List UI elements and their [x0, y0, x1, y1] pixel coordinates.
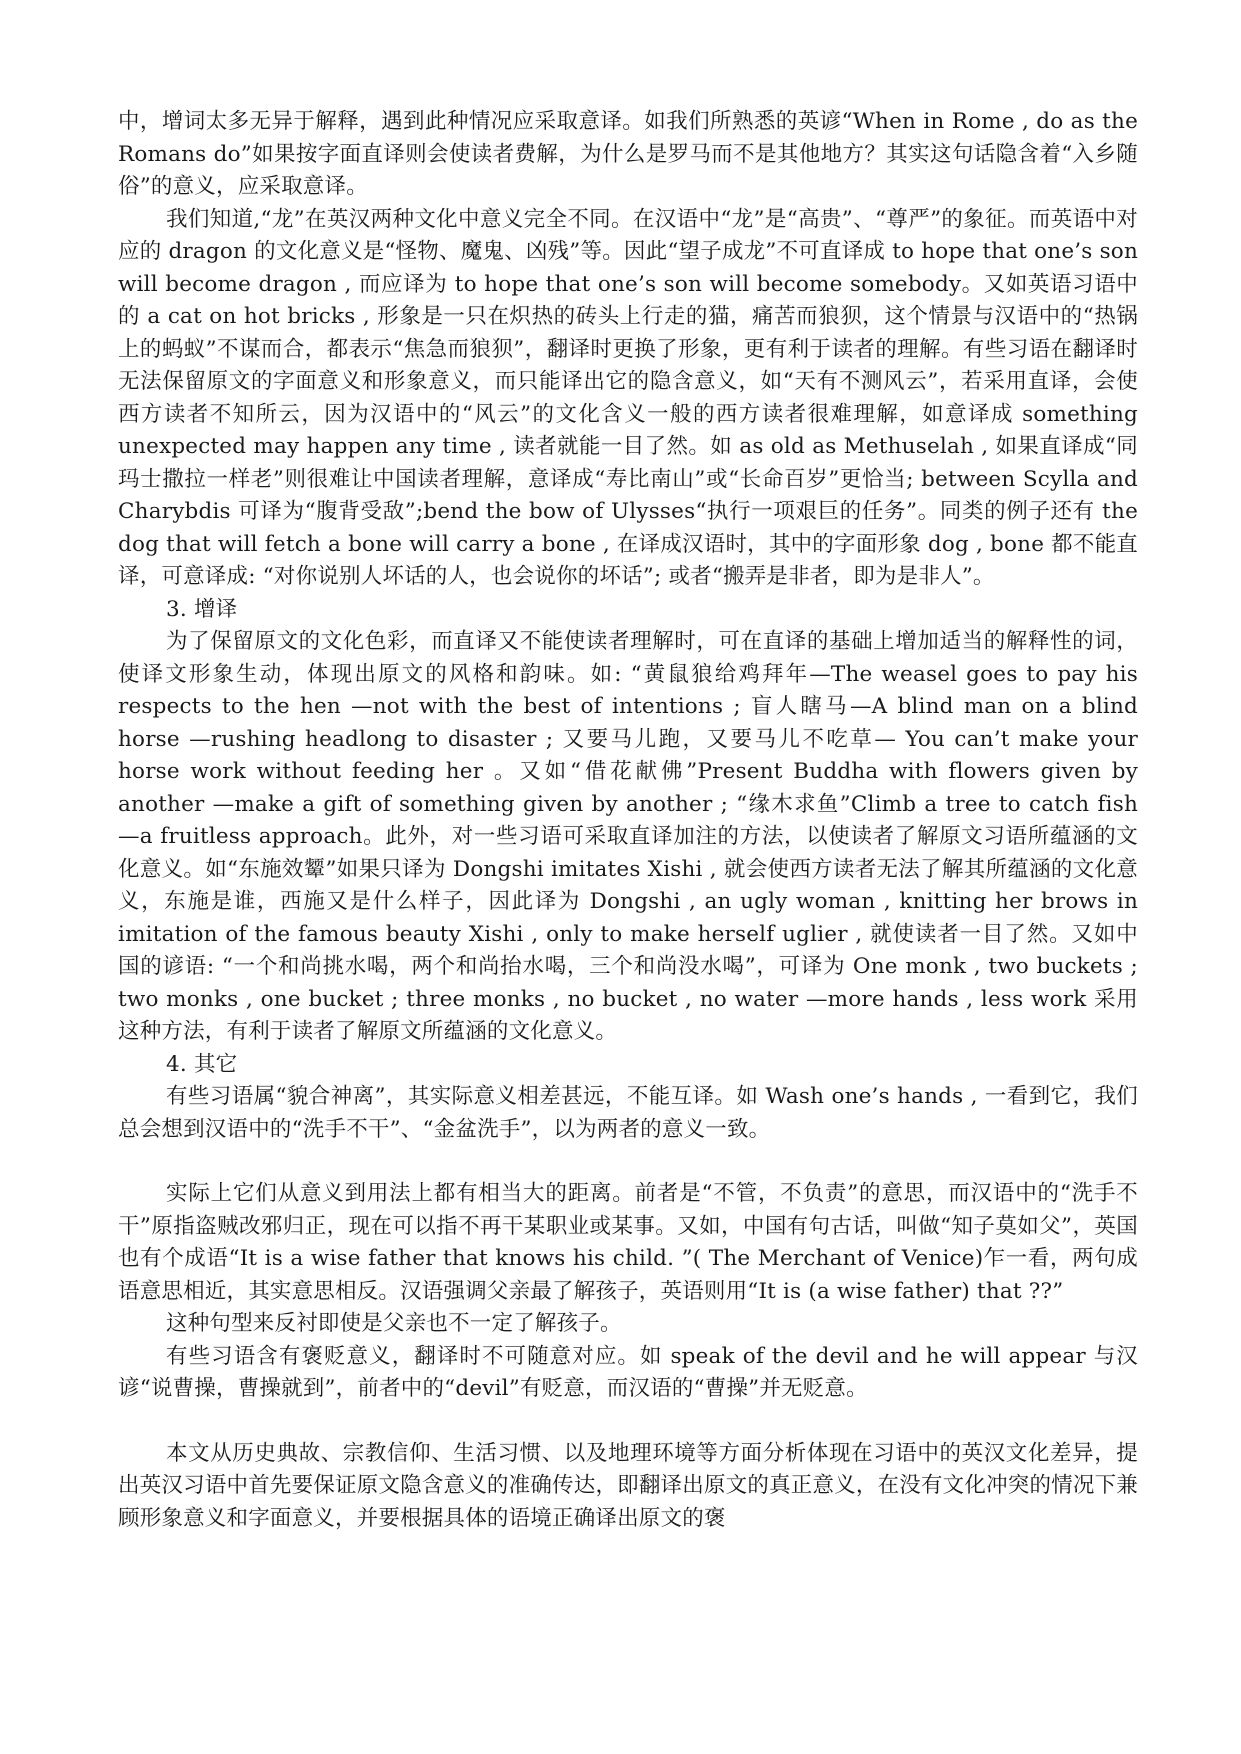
section-heading-4: 4. 其它: [166, 1051, 238, 1077]
paragraph-false-friends: 有些习语属“貌合神离”，其实际意义相差甚远，不能互译。如 Wash one’s hands , 一看到它，我们总会想到汉语中的“洗手不干”、“金盆洗手”，以为两者的意义一致。: [118, 1084, 1138, 1142]
paragraph-connotation: 有些习语含有褒贬意义，翻译时不可随意对应。如 speak of the devil and he will appear 与汉谚“说曹操，曹操就到”，前者中的“devil”有贬意，而汉语的“曹操”并无贬意。: [118, 1343, 1138, 1401]
document-body: [118, 106, 1138, 1535]
paragraph-dragon: 我们知道,“龙”在英汉两种文化中意义完全不同。在汉语中“龙”是“高贵”、“尊严”的象征。而英语中对应的 dragon 的文化意义是“怪物、魔鬼、凶残”等。因此“望子成龙”不可直译成 to hope that one’s son will become dragon , 而应译为 to hope that one’s son will become somebody。又如英语习语中的 a cat on hot bricks , 形象是一只在炽热的砖头上行走的猫，痛苦而狼狈，这个情景与汉语中的“热锅上的蚂蚁”不谋而合，都表示“焦急而狼狈”，翻译时更换了形象，更有利于读者的理解。有些习语在翻译时无法保留原文的字面意义和形象意义，而只能译出它的隐含意义，如“天有不测风云”，若采用直译，会使西方读者不知所云，因为汉语中的“风云”的文化含义一般的西方读者很难理解，如意译成 something unexpected may happen any time , 读者就能一目了然。如 as old as Methuselah , 如果直译成“同玛士撒拉一样老”则很难让中国读者理解，意译成“寿比南山”或“长命百岁”更恰当; between Scylla and Charybdis 可译为“腹背受敌”;bend the bow of Ulysses“执行一项艰巨的任务”。同类的例子还有 the dog that will fetch a bone will carry a bone , 在译成汉语时，其中的字面形象 dog , bone 都不能直译，可意译成: “对你说别人坏话的人，也会说你的坏话”; 或者“搬弄是非者，即为是非人”。: [118, 206, 1138, 589]
paragraph-amplification: 为了保留原文的文化色彩，而直译又不能使读者理解时，可在直译的基础上增加适当的解释性的词，使译文形象生动，体现出原文的风格和韵味。如: “黄鼠狼给鸡拜年—The weasel goes to pay his respects to the hen —not with the best of intentions ; 盲人瞎马—A blind man on a blind horse —rushing headlong to disaster ; 又要马儿跑，又要马儿不吃草— You can’t make your horse work without feeding her 。又如“借花献佛”Present Buddha with flowers given by another —make a gift of something given by another ; “缘木求鱼”Climb a tree to catch fish —a fruitless approach。此外，对一些习语可采取直译加注的方法，以使读者了解原文习语所蕴涵的文化意义。如“东施效颦”如果只译为 Dongshi imitates Xishi , 就会使西方读者无法了解其所蕴涵的文化意义，东施是谁，西施又是什么样子，因此译为 Dongshi , an ugly woman , knitting her brows in imitation of the famous beauty Xishi , only to make herself uglier , 就使读者一目了然。又如中国的谚语: “一个和尚挑水喝，两个和尚抬水喝，三个和尚没水喝”，可译为 One monk , two buckets ; two monks , one bucket ; three monks , no bucket , no water —more hands , less work 采用这种方法，有利于读者了解原文所蕴涵的文化意义。: [118, 629, 1138, 1044]
paragraph-contrast: 这种句型来反衬即使是父亲也不一定了解孩子。: [166, 1311, 622, 1336]
section-heading-3: 3. 增译: [166, 596, 238, 622]
paragraph-1: 中，增词太多无异于解释，遇到此种情况应采取意译。如我们所熟悉的英谚“When in Rome , do as the Romans do”如果按字面直译则会使读者费解，为什么是罗马而不是其他地方？其实这句话隐含着“入乡随俗”的意义，应采取意译。: [118, 109, 1138, 199]
paragraph-conclusion: 本文从历史典故、宗教信仰、生活习惯、以及地理环境等方面分析体现在习语中的英汉文化差异，提出英汉习语中首先要保证原文隐含意义的准确传达，即翻译出原文的真正意义，在没有文化冲突的情况下兼顾形象意义和字面意义，并要根据具体的语境正确译出原文的褒: [118, 1440, 1138, 1531]
paragraph-differences: 实际上它们从意义到用法上都有相当大的距离。前者是“不管，不负责”的意思，而汉语中的“洗手不干”原指盗贼改邪归正，现在可以指不再干某职业或某事。又如，中国有句古话，叫做“知子莫如父”，英国也有个成语“It is a wise father that knows his child. ”( The Merchant of Venice)乍一看，两句成语意思相近，其实意思相反。汉语强调父亲最了解孩子，英语则用“It is (a wise father) that ??”: [118, 1181, 1138, 1304]
